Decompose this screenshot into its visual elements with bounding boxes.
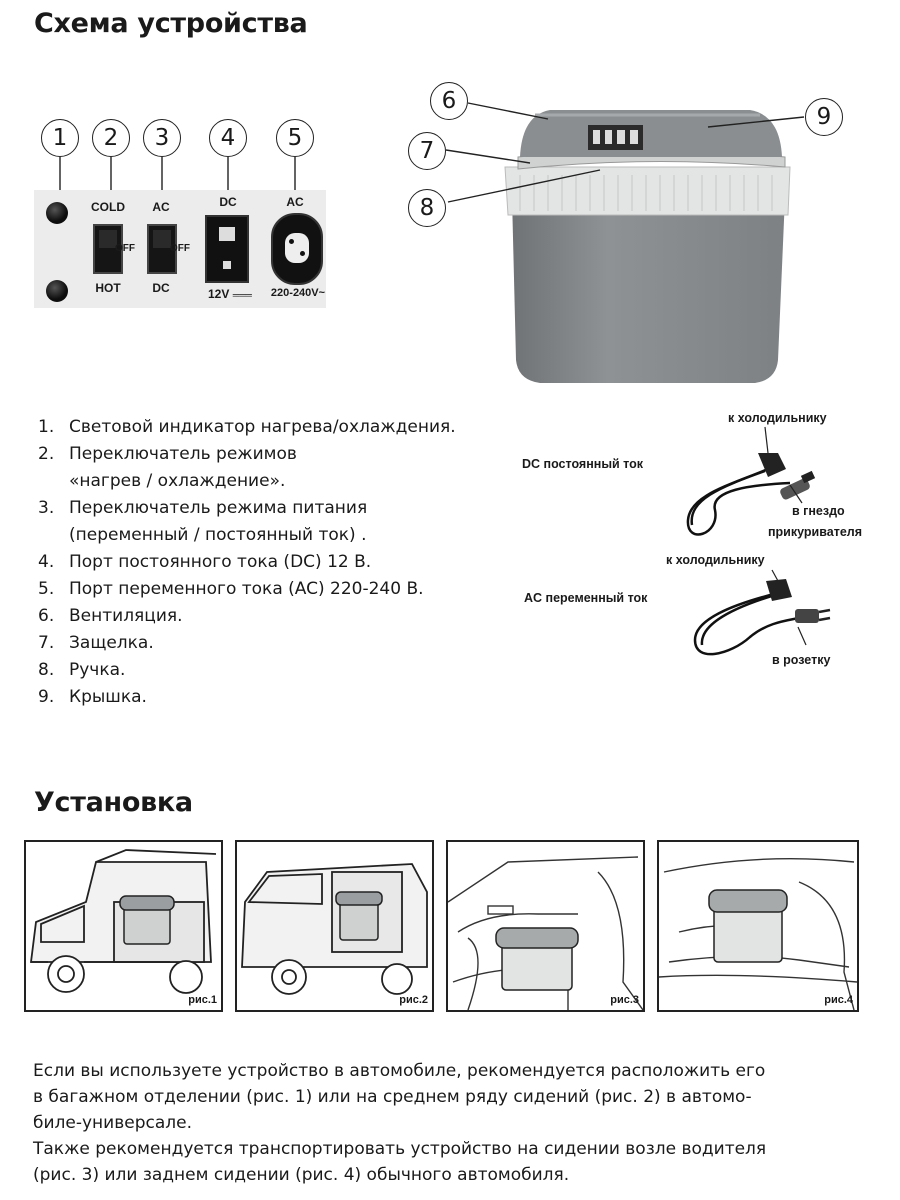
figure-4: [657, 840, 859, 1012]
callout-6: 6: [430, 82, 468, 120]
control-panel-diagram: [0, 115, 330, 315]
legend-text: Переключатель режимов: [69, 444, 297, 464]
legend-item: [38, 630, 456, 657]
figure-2: [235, 840, 434, 1012]
callout-4: 4: [209, 119, 247, 157]
dc-voltage-text: 12V: [208, 287, 230, 301]
legend-number: 5.: [38, 579, 55, 599]
rear-seat-illustration: [659, 842, 857, 1010]
dc-to-fridge-label: к холодильнику: [728, 411, 827, 425]
off-label-1: OFF: [115, 243, 135, 254]
figure-3: [446, 840, 645, 1012]
ac-switch-label: AC: [152, 200, 170, 214]
callout-1: 1: [41, 119, 79, 157]
paragraph-line: в багажном отделении (рис. 1) или на среднем ряду сидений (рис. 2) в автомо-: [33, 1087, 752, 1107]
cooler-illustration: [400, 75, 870, 395]
paragraph-line: (рис. 3) или заднем сидении (рис. 4) обычного автомобиля.: [33, 1165, 570, 1185]
ac-to-fridge-label: к холодильнику: [666, 553, 765, 567]
car-trunk-illustration: [26, 842, 221, 1010]
legend-number: 9.: [38, 687, 55, 707]
cooler-diagram: [400, 75, 870, 395]
legend-number: 4.: [38, 552, 55, 572]
paragraph-line: Также рекомендуется транспортировать устройство на сидении возле водителя: [33, 1139, 767, 1159]
figure-caption: рис.3: [610, 994, 639, 1006]
dc-voltage-label: 12V ═══: [208, 287, 252, 301]
callout-8: 8: [408, 189, 446, 227]
legend-item: [38, 603, 456, 630]
legend-number: [38, 522, 69, 549]
figure-caption: рис.4: [824, 994, 853, 1006]
legend-number: 2.: [38, 444, 55, 464]
figure-caption: рис.2: [399, 994, 428, 1006]
legend-text: Крышка.: [69, 687, 147, 707]
dc-cable-title: DC постоянный ток: [522, 457, 644, 471]
ac-voltage-label: 220-240V~: [270, 287, 326, 299]
legend-item: [38, 684, 456, 711]
callout-7: 7: [408, 132, 446, 170]
hot-indicator-light: [46, 280, 68, 302]
cold-label: COLD: [91, 200, 125, 214]
legend-number: 1.: [38, 417, 55, 437]
legend-text: Световой индикатор нагрева/охлаждения.: [69, 417, 456, 437]
legend-number: 8.: [38, 660, 55, 680]
ac-port[interactable]: [271, 213, 323, 285]
legend-text: Вентиляция.: [69, 606, 183, 626]
legend-item: [38, 522, 456, 549]
dc-to-socket-label-2: прикуривателя: [768, 525, 863, 539]
callout-3: 3: [143, 119, 181, 157]
ac-to-socket-label: в розетку: [772, 653, 831, 667]
cold-indicator-light: [46, 202, 68, 224]
scheme-title: Схема устройства: [34, 8, 308, 39]
install-title: Установка: [34, 787, 193, 818]
callout-5: 5: [276, 119, 314, 157]
legend-item: [38, 468, 456, 495]
legend-item: [38, 414, 456, 441]
callout-9: 9: [805, 98, 843, 136]
legend-number: [38, 468, 69, 495]
legend-text: Переключатель режима питания: [69, 498, 368, 518]
legend-item: [38, 549, 456, 576]
legend-item: [38, 657, 456, 684]
figure-caption: рис.1: [188, 994, 217, 1006]
legend-number: 3.: [38, 498, 55, 518]
minivan-seat-illustration: [237, 842, 432, 1010]
ac-cable-title: AC переменный ток: [524, 591, 648, 605]
component-legend: [38, 414, 456, 711]
figure-1: [24, 840, 223, 1012]
legend-item: [38, 495, 456, 522]
paragraph-line: биле-универсале.: [33, 1113, 192, 1133]
cables-diagram: [510, 405, 890, 685]
dc-to-socket-label-1: в гнездо: [792, 504, 845, 518]
legend-number: 6.: [38, 606, 55, 626]
paragraph-line: Если вы используете устройство в автомобиле, рекомендуется расположить его: [33, 1061, 766, 1081]
off-label-2: OFF: [170, 243, 190, 254]
cables-illustration: [510, 405, 890, 685]
dc-port-label: DC: [219, 195, 237, 209]
legend-text: Порт переменного тока (AC) 220-240 В.: [69, 579, 424, 599]
legend-number: 7.: [38, 633, 55, 653]
front-seat-illustration: [448, 842, 643, 1010]
legend-text: (переменный / постоянный ток) .: [69, 525, 367, 545]
legend-text: Порт постоянного тока (DC) 12 В.: [69, 552, 372, 572]
legend-item: [38, 576, 456, 603]
callout-2: 2: [92, 119, 130, 157]
dc-switch-label: DC: [152, 281, 170, 295]
legend-text: Защелка.: [69, 633, 154, 653]
dc-port[interactable]: [205, 215, 249, 283]
hot-label: HOT: [95, 281, 121, 295]
legend-item: [38, 441, 456, 468]
legend-text: «нагрев / охлаждение».: [69, 471, 286, 491]
install-paragraph: [33, 1058, 883, 1188]
legend-text: Ручка.: [69, 660, 126, 680]
ac-port-label: AC: [286, 195, 304, 209]
